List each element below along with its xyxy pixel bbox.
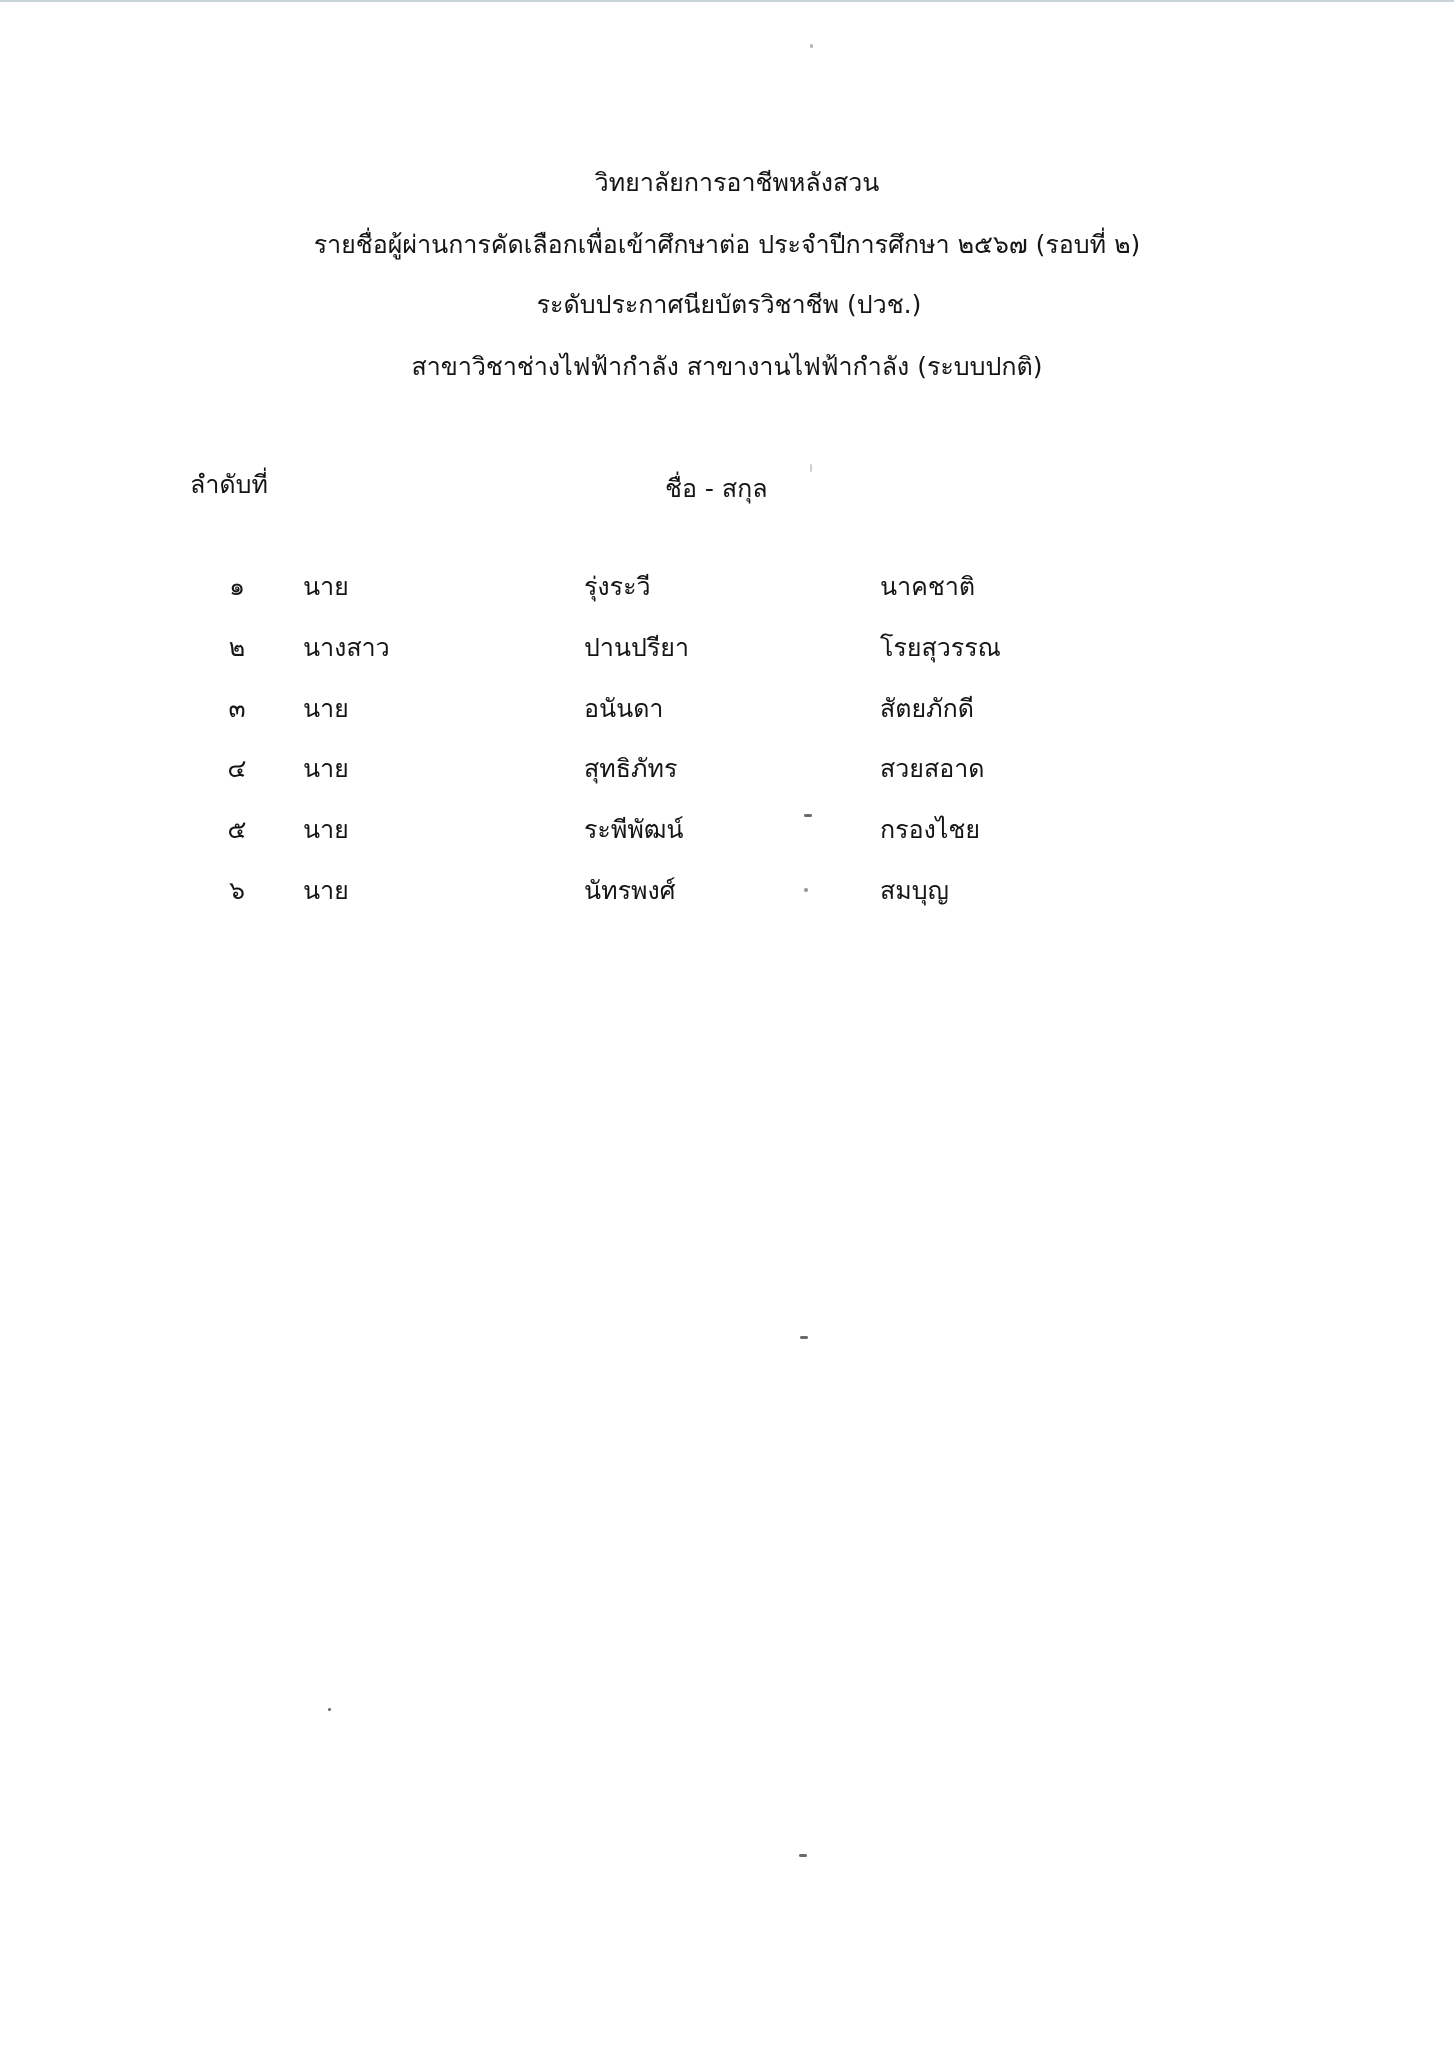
row-number: ๕ [227, 815, 247, 844]
row-title: นาย [303, 754, 349, 783]
row-first-name: ระพีพัฒน์ [584, 815, 684, 844]
row-last-name: นาคชาติ [880, 572, 976, 601]
scan-speck [804, 888, 808, 892]
column-header-order: ลำดับที่ [190, 470, 268, 499]
table-row [0, 874, 1454, 914]
row-number: ๔ [227, 754, 247, 783]
scan-speck [799, 1854, 807, 1857]
row-first-name: ปานปรียา [584, 633, 689, 662]
column-header-name: ชื่อ - สกุล [665, 474, 768, 503]
row-title: นาย [303, 694, 349, 723]
row-last-name: สวยสอาด [880, 754, 985, 783]
list-title: รายชื่อผู้ผ่านการคัดเลือกเพื่อเข้าศึกษาต่อ ประจำปีการศึกษา ๒๕๖๗ (รอบที่ ๒) [313, 230, 1141, 259]
scan-speck [800, 1336, 808, 1339]
row-title: นาย [303, 876, 349, 905]
row-last-name: โรยสุวรรณ [880, 633, 1001, 662]
row-title: นาย [303, 572, 349, 601]
table-row [0, 752, 1454, 792]
row-last-name: กรองไชย [880, 815, 980, 844]
scan-speck [810, 464, 812, 472]
education-level: ระดับประกาศนียบัตรวิชาชีพ (ปวช.) [536, 290, 922, 319]
row-number: ๑ [229, 572, 245, 601]
table-row [0, 570, 1454, 610]
program-field: สาขาวิชาช่างไฟฟ้ากำลัง สาขางานไฟฟ้ากำลัง (ระบบปกติ) [411, 352, 1043, 381]
college-name: วิทยาลัยการอาชีพหลังสวน [594, 168, 880, 197]
row-number: ๒ [228, 633, 246, 662]
row-last-name: สัตยภักดี [880, 694, 974, 723]
scan-speck [810, 44, 813, 48]
table-row [0, 631, 1454, 671]
row-first-name: นัทรพงศ์ [584, 876, 676, 905]
row-title: นาย [303, 815, 349, 844]
row-first-name: อนันดา [584, 694, 664, 723]
table-row [0, 813, 1454, 853]
row-title: นางสาว [303, 633, 390, 662]
row-number: ๖ [229, 876, 245, 905]
row-first-name: รุ่งระวี [584, 572, 651, 601]
scan-speck [804, 814, 812, 817]
scan-speck [328, 1708, 331, 1711]
row-number: ๓ [228, 694, 246, 723]
table-row [0, 692, 1454, 732]
row-last-name: สมบุญ [880, 876, 949, 905]
row-first-name: สุทธิภัทร [584, 754, 678, 783]
